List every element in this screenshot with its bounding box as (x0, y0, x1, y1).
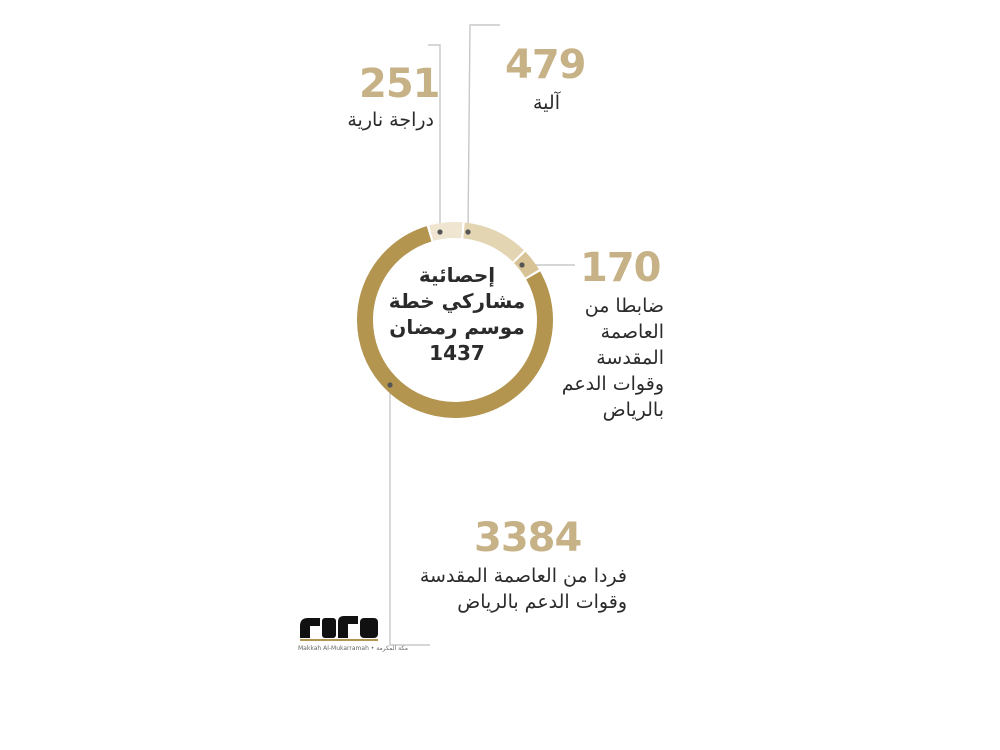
label-line: بالرياض (602, 399, 664, 421)
center-title-line: موسم رمضان (389, 315, 525, 339)
value-label-individuals: 3384 (474, 515, 582, 561)
category-label-officers (464, 293, 664, 423)
donut-slice-motorcycles (431, 230, 462, 233)
logo-mark (298, 612, 380, 642)
donut-slice-vehicles (464, 230, 518, 255)
logo-tagline: Makkah Al-Mukarramah • مكة المكرمة (298, 645, 408, 652)
leader-line-vehicles (468, 25, 500, 232)
label-line: ضابطا من (584, 295, 664, 317)
category-label-motorcycles: دراجة نارية (347, 109, 434, 131)
leader-dot-motorcycles (437, 229, 442, 234)
label-line: وقوات الدعم (561, 373, 664, 395)
value-label-officers: 170 (580, 245, 661, 291)
leader-dot-individuals (387, 382, 392, 387)
category-label-vehicles: آلية (533, 92, 560, 114)
label-line: وقوات الدعم بالرياض (457, 591, 627, 613)
value-label-motorcycles: 251 (359, 61, 440, 107)
label-line: العاصمة (600, 321, 664, 343)
category-label-individuals (327, 563, 627, 615)
makkah-newspaper-logo (298, 612, 408, 654)
value-label-vehicles: 479 (505, 42, 586, 88)
label-line: فردا من العاصمة المقدسة (419, 565, 627, 587)
center-title-line: إحصائية (418, 263, 496, 287)
label-line: المقدسة (596, 347, 664, 369)
center-title-line: مشاركي خطة (388, 289, 526, 313)
leader-dot-vehicles (465, 229, 470, 234)
center-title-line: 1437 (429, 341, 485, 365)
